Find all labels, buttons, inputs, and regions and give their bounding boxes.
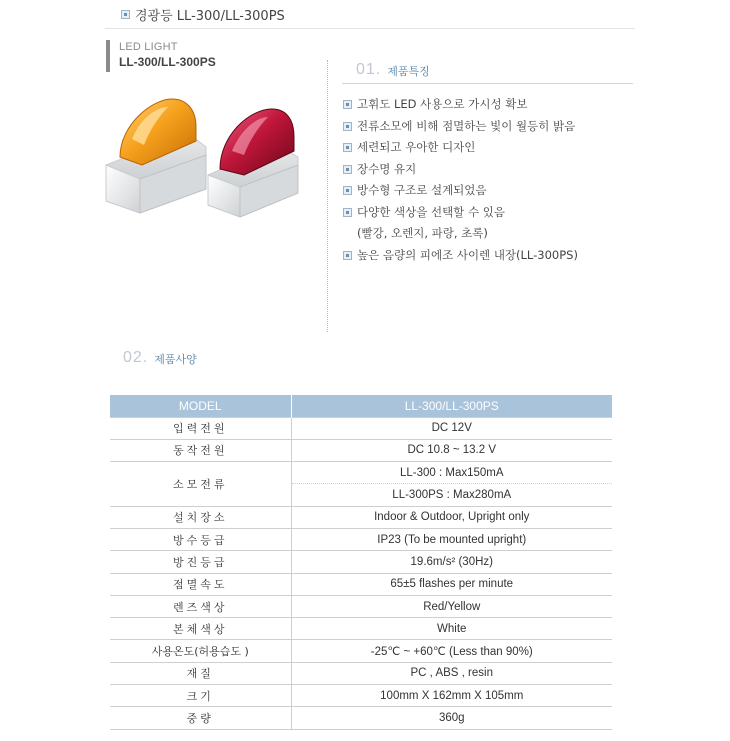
table-row bbox=[110, 528, 612, 550]
spec-label: 재질 bbox=[110, 662, 291, 684]
bullet-square-icon bbox=[121, 10, 130, 19]
amber-unit bbox=[106, 99, 206, 213]
spec-header-model: MODEL bbox=[110, 395, 291, 417]
table-row bbox=[110, 685, 612, 707]
feature-item bbox=[343, 116, 578, 138]
feature-item bbox=[343, 137, 578, 159]
product-photo bbox=[100, 95, 310, 220]
brand-line-2: LL-300/LL-300PS bbox=[119, 55, 216, 69]
feature-text: (빨강, 오렌지, 파랑, 초록) bbox=[357, 226, 488, 240]
features-heading-rule bbox=[342, 83, 633, 84]
spec-label: 본체색상 bbox=[110, 618, 291, 640]
feature-text: 높은 음량의 피에조 사이렌 내장(LL-300PS) bbox=[357, 247, 578, 262]
brand-line-1: LED LIGHT bbox=[119, 41, 178, 53]
spec-table bbox=[110, 395, 612, 730]
feature-item bbox=[343, 180, 578, 202]
spec-label: 점멸속도 bbox=[110, 573, 291, 595]
spec-value: IP23 (To be mounted upright) bbox=[291, 528, 612, 550]
spec-label: 소모전류 bbox=[110, 462, 291, 507]
page-title bbox=[121, 5, 285, 24]
spec-label: 중량 bbox=[110, 707, 291, 729]
table-row bbox=[110, 573, 612, 595]
section-number: 02. bbox=[123, 349, 149, 366]
spec-label: 방수등급 bbox=[110, 528, 291, 550]
table-row bbox=[110, 618, 612, 640]
bullet-square-icon bbox=[343, 143, 352, 152]
table-row bbox=[110, 662, 612, 684]
spec-value: 100mm X 162mm X 105mm bbox=[291, 685, 612, 707]
feature-text: 전류소모에 비해 점멸하는 빛이 월등히 밝음 bbox=[357, 118, 576, 133]
feature-text: 장수명 유지 bbox=[357, 161, 417, 176]
table-row bbox=[110, 417, 612, 439]
table-row bbox=[110, 707, 612, 729]
spec-label: 설치장소 bbox=[110, 506, 291, 528]
spec-value: DC 10.8 ~ 13.2 V bbox=[291, 439, 612, 461]
feature-item-continuation bbox=[343, 223, 578, 245]
bullet-square-icon bbox=[343, 208, 352, 217]
table-row bbox=[110, 462, 612, 484]
bullet-square-icon bbox=[343, 186, 352, 195]
spec-value: PC , ABS , resin bbox=[291, 662, 612, 684]
feature-text: 세련되고 우아한 디자인 bbox=[357, 140, 476, 154]
spec-label: 입력전원 bbox=[110, 417, 291, 439]
spec-value: LL-300 : Max150mA bbox=[291, 462, 612, 484]
page-title-text: 경광등 LL-300/LL-300PS bbox=[135, 9, 285, 24]
spec-label: 크기 bbox=[110, 685, 291, 707]
table-row bbox=[110, 506, 612, 528]
features-section-heading bbox=[356, 62, 430, 78]
red-unit bbox=[208, 109, 298, 217]
bullet-square-icon bbox=[343, 251, 352, 260]
bullet-square-icon bbox=[343, 165, 352, 174]
feature-item bbox=[343, 159, 578, 181]
table-row bbox=[110, 595, 612, 617]
feature-item bbox=[343, 202, 578, 224]
spec-header-value: LL-300/LL-300PS bbox=[291, 395, 612, 417]
feature-text: 방수형 구조로 설계되었음 bbox=[357, 183, 487, 197]
section-title: 제품특징 bbox=[387, 65, 430, 78]
spec-value: White bbox=[291, 618, 612, 640]
spec-label: 방진등급 bbox=[110, 551, 291, 573]
feature-text: 다양한 색상을 선택할 수 있음 bbox=[357, 204, 505, 219]
spec-value: 360g bbox=[291, 707, 612, 729]
spec-value: -25℃ ~ +60℃ (Less than 90%) bbox=[291, 640, 612, 662]
spec-value: Indoor & Outdoor, Upright only bbox=[291, 506, 612, 528]
table-row bbox=[110, 551, 612, 573]
spec-value: 65±5 flashes per minute bbox=[291, 573, 612, 595]
bullet-square-icon bbox=[343, 122, 352, 131]
spec-value: 19.6m/s² (30Hz) bbox=[291, 551, 612, 573]
section-title: 제품사양 bbox=[154, 353, 197, 366]
spec-value: DC 12V bbox=[291, 417, 612, 439]
feature-item bbox=[343, 245, 578, 267]
spec-header-row bbox=[110, 395, 612, 417]
spec-label: 렌즈색상 bbox=[110, 595, 291, 617]
spec-label: 동작전원 bbox=[110, 439, 291, 461]
features-list bbox=[343, 94, 578, 266]
spec-value: Red/Yellow bbox=[291, 595, 612, 617]
table-row bbox=[110, 439, 612, 461]
feature-item bbox=[343, 94, 578, 116]
spec-value: LL-300PS : Max280mA bbox=[291, 484, 612, 506]
section-number: 01. bbox=[356, 61, 382, 78]
bullet-square-icon bbox=[343, 100, 352, 109]
top-divider bbox=[105, 28, 635, 29]
feature-text: 고휘도 LED 사용으로 가시성 확보 bbox=[357, 97, 528, 111]
spec-label: 사용온도(허용습도 ) bbox=[110, 640, 291, 662]
vertical-divider bbox=[327, 60, 328, 332]
spec-section-heading bbox=[123, 350, 197, 366]
brand-label bbox=[106, 40, 216, 72]
table-row bbox=[110, 640, 612, 662]
